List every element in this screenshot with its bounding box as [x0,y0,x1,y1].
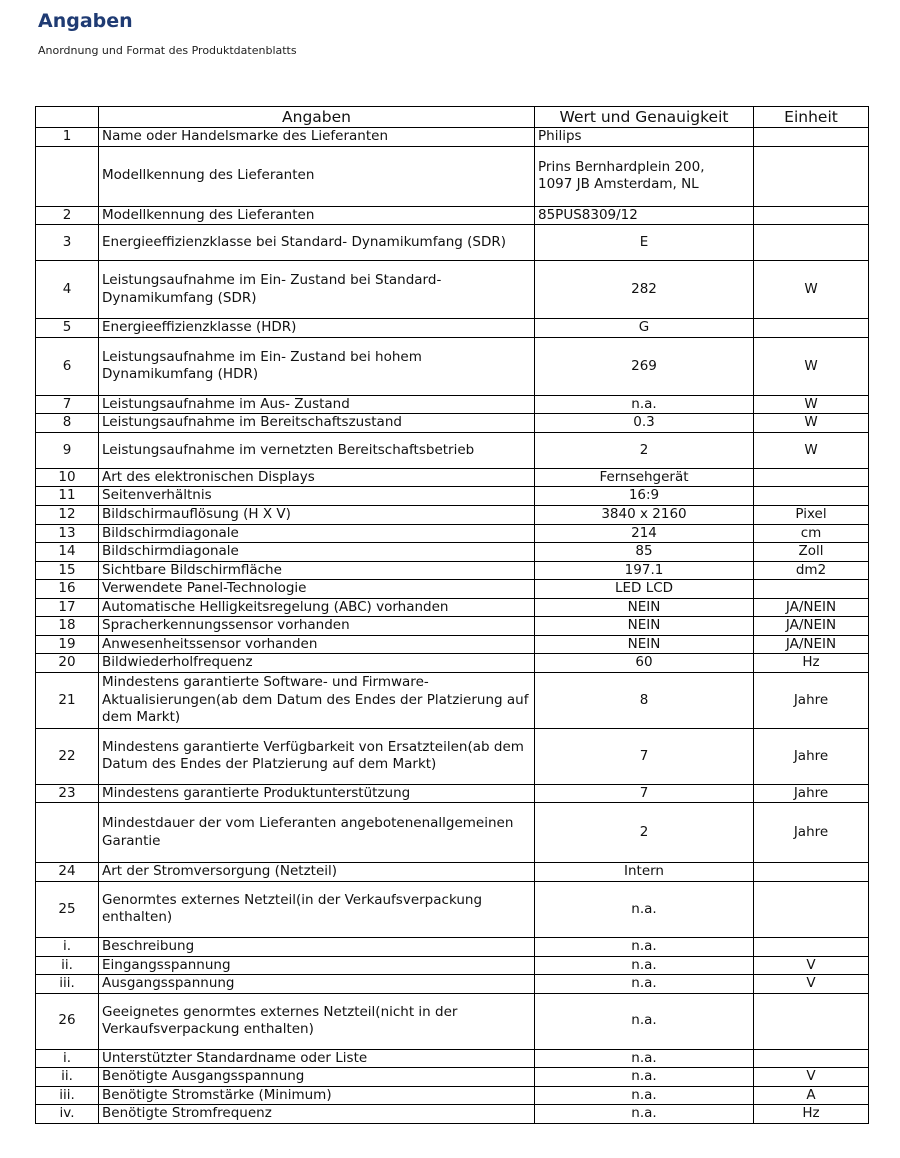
row-unit: JA/NEIN [754,617,869,636]
column-header-angaben: Angaben [99,107,535,128]
row-unit: V [754,1068,869,1087]
row-label: Bildschirmdiagonale [99,524,535,543]
table-row [36,128,869,147]
row-label: Benötigte Stromstärke (Minimum) [99,1086,535,1105]
row-value: 269 [535,337,754,395]
table-row [36,543,869,562]
row-value: Intern [535,863,754,882]
row-unit [754,128,869,147]
row-label: Energieeffizienzklasse (HDR) [99,319,535,338]
row-number: ii. [36,956,99,975]
table-row [36,319,869,338]
table-row [36,225,869,261]
row-number: 15 [36,561,99,580]
row-unit: W [754,395,869,414]
row-value: 85PUS8309/12 [535,206,754,225]
table-row [36,881,869,937]
row-number: 7 [36,395,99,414]
address-line: 1097 JB Amsterdam, NL [538,176,699,193]
table-header-row [36,107,869,128]
row-number: iii. [36,1086,99,1105]
row-value: 16:9 [535,487,754,506]
row-value: 282 [535,261,754,319]
table-row [36,337,869,395]
row-number: 21 [36,672,99,728]
row-label: Bildwiederholfrequenz [99,654,535,673]
row-label: Anwesenheitssensor vorhanden [99,635,535,654]
row-label: Mindestdauer der vom Lieferanten angebotenenallgemeinen Garantie [99,803,535,863]
row-unit: W [754,337,869,395]
row-label: Name oder Handelsmarke des Lieferanten [99,128,535,147]
row-value: 85 [535,543,754,562]
table-row [36,580,869,599]
row-unit [754,487,869,506]
row-number: 17 [36,598,99,617]
row-value: 197.1 [535,561,754,580]
row-unit [754,146,869,206]
table-row [36,598,869,617]
table-row [36,487,869,506]
table-row [36,956,869,975]
address-line: Prins Bernhardplein 200, [538,158,705,175]
row-number: ii. [36,1068,99,1087]
row-number: 12 [36,505,99,524]
row-number: 24 [36,863,99,882]
row-unit: A [754,1086,869,1105]
row-number: 11 [36,487,99,506]
row-value: n.a. [535,937,754,956]
row-unit: W [754,261,869,319]
row-unit [754,468,869,487]
row-label: Geeignetes genormtes externes Netzteil(nicht in der Verkaufsverpackung enthalten) [99,993,535,1049]
row-unit [754,1049,869,1068]
row-value: NEIN [535,635,754,654]
row-number: iv. [36,1105,99,1124]
row-unit: W [754,414,869,433]
table-row [36,784,869,803]
row-unit [754,937,869,956]
table-row [36,975,869,994]
row-label: Modellkennung des Lieferanten [99,206,535,225]
row-number: 2 [36,206,99,225]
table-row [36,468,869,487]
row-number: 22 [36,728,99,784]
row-value: E [535,225,754,261]
row-unit: Hz [754,1105,869,1124]
row-unit: JA/NEIN [754,598,869,617]
table-row [36,414,869,433]
row-unit [754,580,869,599]
table-row [36,432,869,468]
row-unit: cm [754,524,869,543]
row-value: 2 [535,803,754,863]
row-label: Automatische Helligkeitsregelung (ABC) vorhanden [99,598,535,617]
row-number: 3 [36,225,99,261]
row-value: n.a. [535,956,754,975]
row-number: 26 [36,993,99,1049]
row-label: Eingangsspannung [99,956,535,975]
row-label: Leistungsaufnahme im Ein- Zustand bei Standard- Dynamikumfang (SDR) [99,261,535,319]
row-value: n.a. [535,395,754,414]
row-unit: W [754,432,869,468]
row-number [36,146,99,206]
row-value: 8 [535,672,754,728]
table-row [36,1049,869,1068]
table-row [36,803,869,863]
column-header-einheit: Einheit [754,107,869,128]
row-value [535,146,754,206]
row-label: Verwendete Panel-Technologie [99,580,535,599]
table-row [36,654,869,673]
table-row [36,993,869,1049]
row-label: Mindestens garantierte Produktunterstützung [99,784,535,803]
table-row [36,1105,869,1124]
row-unit: dm2 [754,561,869,580]
row-number: 14 [36,543,99,562]
table-row [36,561,869,580]
row-label: Bildschirmauflösung (H X V) [99,505,535,524]
table-row [36,617,869,636]
table-row [36,524,869,543]
row-unit [754,225,869,261]
row-number: 4 [36,261,99,319]
row-unit [754,993,869,1049]
row-value: n.a. [535,1105,754,1124]
table-row [36,206,869,225]
page-title: Angaben [38,10,133,32]
row-value: 7 [535,784,754,803]
row-unit [754,881,869,937]
row-unit [754,863,869,882]
table-row [36,635,869,654]
row-value: 3840 x 2160 [535,505,754,524]
row-label: Genormtes externes Netzteil(in der Verkaufsverpackung enthalten) [99,881,535,937]
row-value: 60 [535,654,754,673]
row-label: Benötigte Ausgangsspannung [99,1068,535,1087]
row-unit [754,319,869,338]
table-row [36,146,869,206]
row-number: 5 [36,319,99,338]
row-unit: Jahre [754,672,869,728]
row-unit: Jahre [754,784,869,803]
row-label: Unterstützter Standardname oder Liste [99,1049,535,1068]
row-number: 8 [36,414,99,433]
row-value: NEIN [535,617,754,636]
row-number: 1 [36,128,99,147]
row-number: 13 [36,524,99,543]
row-number: 9 [36,432,99,468]
row-label: Sichtbare Bildschirmfläche [99,561,535,580]
row-label: Bildschirmdiagonale [99,543,535,562]
row-unit: V [754,975,869,994]
row-number: 19 [36,635,99,654]
column-header-wert: Wert und Genauigkeit [535,107,754,128]
table-row [36,1086,869,1105]
row-unit: Pixel [754,505,869,524]
row-number: 25 [36,881,99,937]
row-label: Energieeffizienzklasse bei Standard- Dynamikumfang (SDR) [99,225,535,261]
row-value: 7 [535,728,754,784]
row-value: Philips [535,128,754,147]
table-row [36,863,869,882]
row-label: Spracherkennungssensor vorhanden [99,617,535,636]
row-value: 0.3 [535,414,754,433]
row-value: Fernsehgerät [535,468,754,487]
row-number: 16 [36,580,99,599]
table-row [36,505,869,524]
row-label: Leistungsaufnahme im vernetzten Bereitschaftsbetrieb [99,432,535,468]
table-row [36,261,869,319]
row-label: Leistungsaufnahme im Bereitschaftszustand [99,414,535,433]
row-value: NEIN [535,598,754,617]
row-label: Mindestens garantierte Software- und Firmware- Aktualisierungen(ab dem Datum des Endes der Platzierung auf dem Markt) [99,672,535,728]
row-number: 10 [36,468,99,487]
row-value: n.a. [535,993,754,1049]
row-unit [754,206,869,225]
row-value: n.a. [535,975,754,994]
row-value: 2 [535,432,754,468]
row-number: i. [36,1049,99,1068]
row-value: n.a. [535,1086,754,1105]
row-unit: Jahre [754,803,869,863]
table-row [36,1068,869,1087]
row-value: n.a. [535,1049,754,1068]
row-label: Art des elektronischen Displays [99,468,535,487]
row-number: 20 [36,654,99,673]
page-subtitle: Anordnung und Format des Produktdatenblatts [38,44,297,57]
row-value: 214 [535,524,754,543]
row-number: 23 [36,784,99,803]
row-unit: Hz [754,654,869,673]
row-number: 6 [36,337,99,395]
row-value: G [535,319,754,338]
row-unit: Zoll [754,543,869,562]
table-row [36,672,869,728]
table-row [36,728,869,784]
row-label: Leistungsaufnahme im Ein- Zustand bei hohem Dynamikumfang (HDR) [99,337,535,395]
row-value: n.a. [535,1068,754,1087]
table-row [36,937,869,956]
row-unit: JA/NEIN [754,635,869,654]
row-label: Benötigte Stromfrequenz [99,1105,535,1124]
row-number [36,803,99,863]
row-number: i. [36,937,99,956]
row-unit: Jahre [754,728,869,784]
row-label: Seitenverhältnis [99,487,535,506]
table-row [36,395,869,414]
row-label: Beschreibung [99,937,535,956]
row-label: Mindestens garantierte Verfügbarkeit von Ersatzteilen(ab dem Datum des Endes der Platzierung auf dem Markt) [99,728,535,784]
row-label: Art der Stromversorgung (Netzteil) [99,863,535,882]
row-label: Ausgangsspannung [99,975,535,994]
row-unit: V [754,956,869,975]
row-label: Leistungsaufnahme im Aus- Zustand [99,395,535,414]
row-number: iii. [36,975,99,994]
row-number: 18 [36,617,99,636]
spec-table [35,106,869,1124]
row-label: Modellkennung des Lieferanten [99,146,535,206]
row-value: n.a. [535,881,754,937]
column-header-num [36,107,99,128]
row-value: LED LCD [535,580,754,599]
